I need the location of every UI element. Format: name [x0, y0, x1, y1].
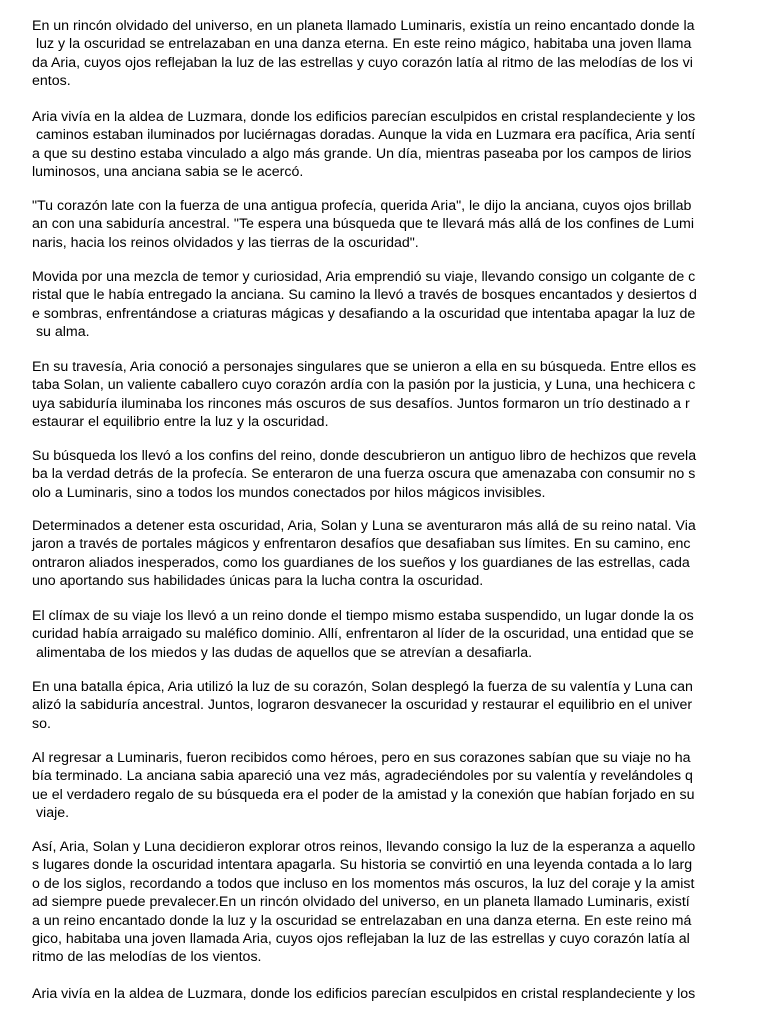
text-line: s lugares donde la oscuridad intentara apagarla. Su historia se convirtió en una leyenda contada a lo larg	[32, 857, 693, 874]
text-line: Determinados a detener esta oscuridad, Aria, Solan y Luna se aventuraron más allá de su reino natal. Via	[32, 518, 696, 534]
text-line: naris, hacia los reinos olvidados y las tierras de la oscuridad".	[32, 234, 419, 251]
text-line: Movida por una mezcla de temor y curiosidad, Aria emprendió su viaje, llevando consigo un colgante de c	[32, 269, 696, 285]
paragraph-4	[32, 268, 752, 342]
text-line: ontraron aliados inesperados, como los guardianes de los sueños y los guardianes de las estrellas, cada	[32, 554, 690, 571]
text-line: uno aportando sus habilidades únicas para la lucha contra la oscuridad.	[32, 573, 484, 590]
text-line: uya sabiduría iluminaba los rincones más oscuros de sus desafíos. Juntos formaron un trío destinado a r	[32, 395, 690, 412]
text-line: "Tu corazón late con la fuerza de una antigua profecía, querida Aria", le dijo la anciana, cuyos ojos brillab	[32, 198, 692, 214]
text-line: En una batalla épica, Aria utilizó la luz de su corazón, Solan desplegó la fuerza de su valentía y Luna can	[32, 679, 693, 695]
text-line: ristal que le había entregado la anciana. Su camino la llevó a través de bosques encantados y desiertos d	[32, 287, 697, 304]
text-line: Así, Aria, Solan y Luna decidieron explorar otros reinos, llevando consigo la luz de la esperanza a aquello	[32, 839, 696, 855]
text-line: an con una sabiduría ancestral. "Te espera una búsqueda que te llevará más allá de los confines de Lumi	[32, 216, 695, 233]
text-line: El clímax de su viaje los llevó a un reino donde el tiempo mismo estaba suspendido, un lugar donde la os	[32, 608, 694, 624]
text-line: Al regresar a Luminaris, fueron recibidos como héroes, pero en sus corazones sabían que su viaje no ha	[32, 750, 691, 766]
text-line: taba Solan, un valiente caballero cuyo corazón ardía con la pasión por la justicia, y Luna, una hechicera c	[32, 377, 696, 394]
text-line: ue el verdadero regalo de su búsqueda era el poder de la amistad y la conexión que habían forjado en su	[32, 786, 695, 803]
text-line: estaurar el equilibrio entre la luz y la oscuridad.	[32, 414, 329, 431]
text-line: Aria vivía en la aldea de Luzmara, donde los edificios parecían esculpidos en cristal resplandeciente y los	[32, 109, 696, 125]
text-line: luz y la oscuridad se entrelazaban en una danza eterna. En este reino mágico, habitaba una joven llama	[32, 36, 692, 53]
text-line: Su búsqueda los llevó a los confins del reino, donde descubrieron un antiguo libro de hechizos que revela	[32, 448, 697, 464]
text-line: ad siempre puede prevalecer.En un rincón olvidado del universo, en un planeta llamado Luminaris, existí	[32, 894, 690, 911]
paragraph-12	[32, 985, 752, 1003]
text-line: e sombras, enfrentándose a criaturas mágicas y desafiando a la oscuridad que intentaba apagar la luz de	[32, 305, 696, 322]
text-line: so.	[32, 715, 51, 732]
paragraph-11	[32, 838, 752, 967]
text-line: a un reino encantado donde la luz y la oscuridad se entrelazaban en una danza eterna. En este reino má	[32, 912, 692, 929]
text-line: En su travesía, Aria conoció a personajes singulares que se unieron a ella en su búsqueda. Entre ellos es	[32, 359, 697, 375]
text-line: luminosos, una anciana sabia se le acercó.	[32, 164, 304, 181]
text-line: bía terminado. La anciana sabia apareció una vez más, agradeciéndoles por su valentía y revelándoles q	[32, 768, 693, 785]
text-line: Aria vivía en la aldea de Luzmara, donde los edificios parecían esculpidos en cristal resplandeciente y los	[32, 986, 696, 1002]
paragraph-3	[32, 197, 752, 252]
text-line: curidad había arraigado su maléfico dominio. Allí, enfrentaron al líder de la oscuridad, una entidad que se	[32, 626, 694, 643]
paragraph-6	[32, 447, 752, 502]
paragraph-8	[32, 607, 752, 662]
text-line: En un rincón olvidado del universo, en un planeta llamado Luminaris, existía un reino encantado donde la	[32, 18, 695, 34]
text-line: o de los siglos, recordando a todos que incluso en los momentos más oscuros, la luz del coraje y la amist	[32, 875, 695, 892]
text-line: viaje.	[32, 805, 70, 822]
text-line: su alma.	[32, 324, 90, 341]
text-line: da Aria, cuyos ojos reflejaban la luz de las estrellas y cuyo corazón latía al ritmo de las melodías de los vi	[32, 54, 693, 71]
text-line: ritmo de las melodías de los vientos.	[32, 949, 262, 966]
paragraph-5	[32, 358, 752, 432]
text-line: ba la verdad detrás de la profecía. Se enteraron de una fuerza oscura que amenazaba con consumir no s	[32, 466, 696, 483]
paragraph-2	[32, 108, 752, 182]
text-line: olo a Luminaris, sino a todos los mundos conectados por hilos mágicos invisibles.	[32, 484, 546, 501]
text-line: a que su destino estaba vinculado a algo más grande. Un día, mientras paseaba por los campos de lirios	[32, 145, 692, 162]
paragraph-1	[32, 17, 752, 91]
text-line: jaron a través de portales mágicos y enfrentaron desafíos que desafiaban sus límites. En su camino, enc	[32, 536, 691, 553]
text-line: alizó la sabiduría ancestral. Juntos, lograron desvanecer la oscuridad y restaurar el equilibrio en el univer	[32, 697, 693, 714]
text-line: gico, habitaba una joven llamada Aria, cuyos ojos reflejaban la luz de las estrellas y cuyo corazón latía al	[32, 931, 690, 948]
text-line: entos.	[32, 73, 71, 90]
text-line: alimentaba de los miedos y las dudas de aquellos que se atrevían a desafiarla.	[32, 644, 533, 661]
paragraph-7	[32, 517, 752, 591]
paragraph-9	[32, 678, 752, 733]
text-line: caminos estaban iluminados por luciérnagas doradas. Aunque la vida en Luzmara era pacífica, Aria sentí	[32, 127, 696, 144]
paragraph-10	[32, 749, 752, 823]
